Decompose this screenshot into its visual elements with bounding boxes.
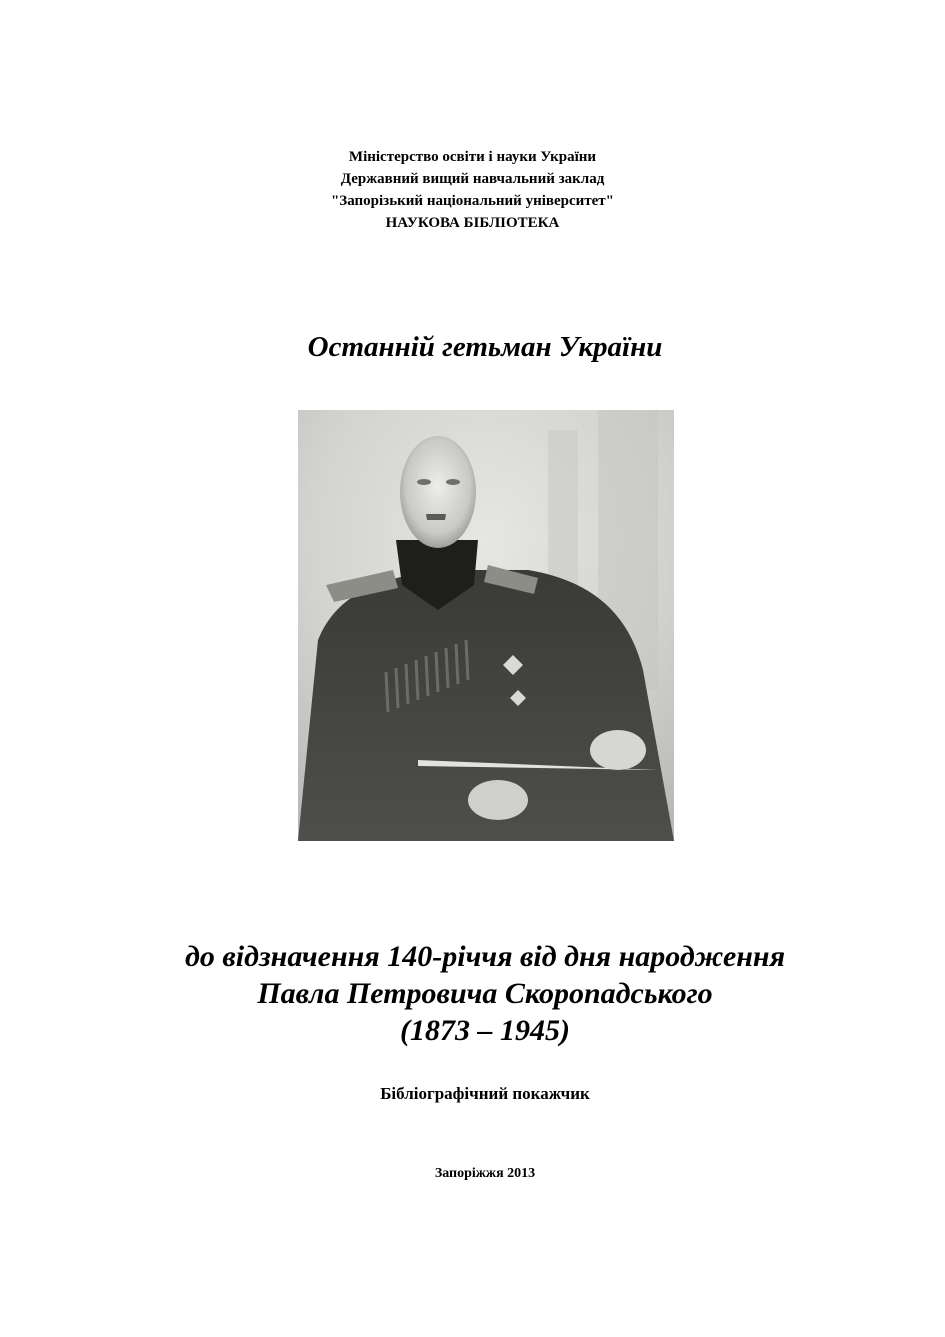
library-name-line: НАУКОВА БІБЛІОТЕКА: [385, 215, 560, 231]
place-year: Запоріжжя 2013: [434, 1166, 536, 1181]
institution-header: [0, 146, 945, 234]
subtitle-occasion-line: до відзначення 140-річчя від дня народження: [184, 940, 786, 973]
subtitle-years-line: (1873 – 1945): [400, 1014, 570, 1047]
university-name-line: "Запорізький національний університет": [330, 193, 615, 209]
page-title: Останній гетьман України: [307, 331, 663, 363]
subtitle-name-line: Павла Петровича Скоропадського: [257, 977, 713, 1010]
subtitle: [0, 938, 945, 1049]
portrait-photo: [298, 410, 674, 841]
document-type: Бібліографічний покажчик: [380, 1084, 590, 1103]
ministry-line: Міністерство освіти і науки України: [348, 149, 597, 165]
institution-type-line: Державний вищий навчальний заклад: [340, 171, 605, 187]
